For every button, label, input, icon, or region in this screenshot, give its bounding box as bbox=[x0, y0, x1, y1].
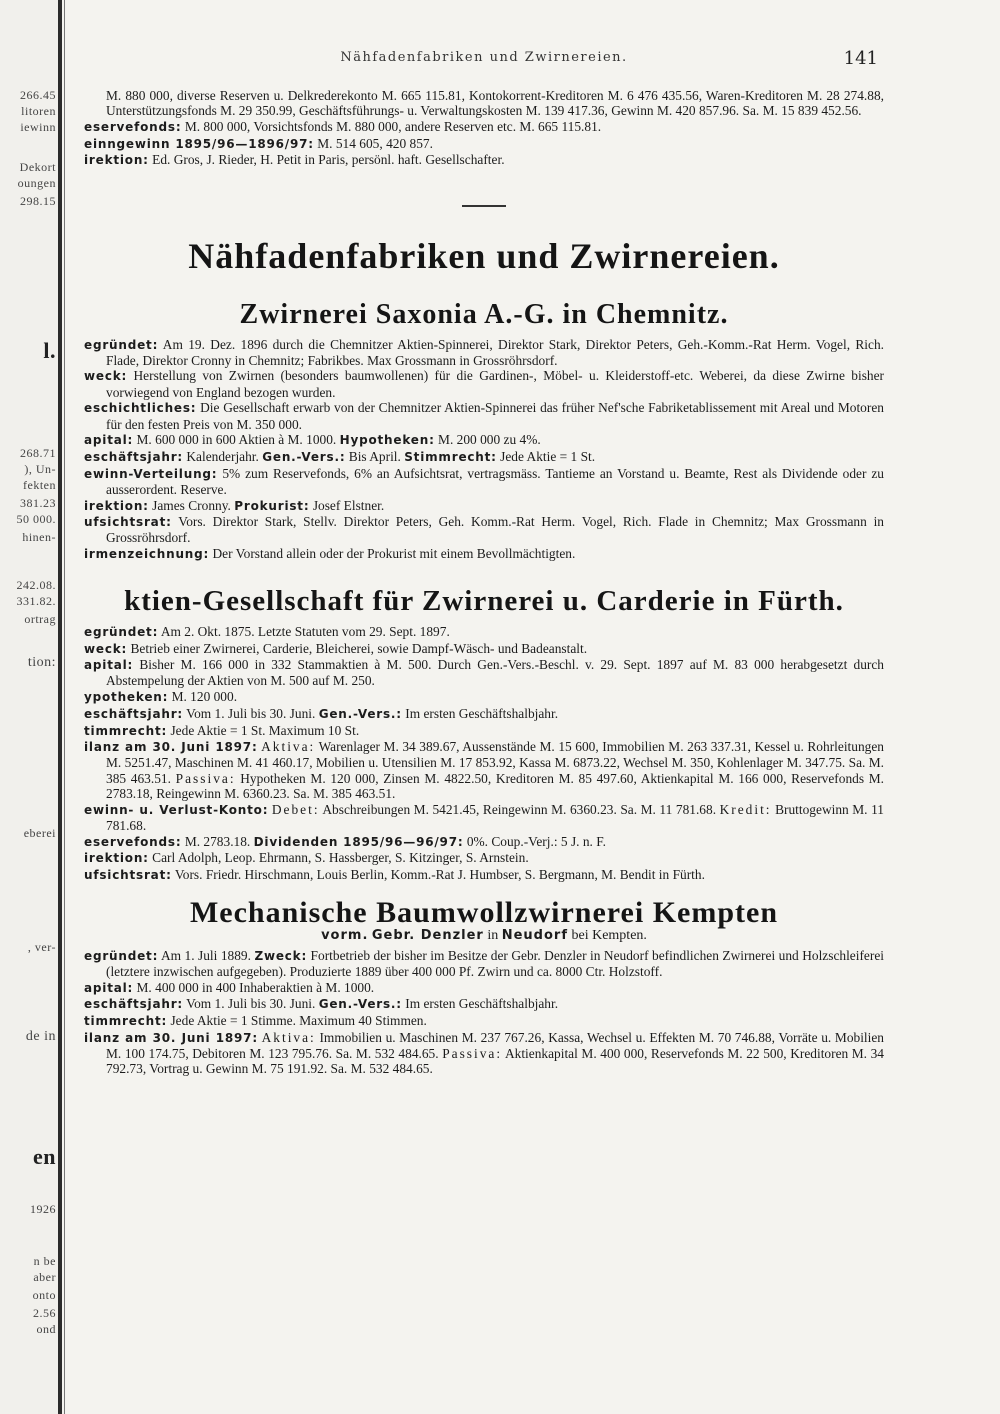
gutter-fragment: litoren bbox=[21, 104, 56, 118]
page-number: 141 bbox=[843, 48, 878, 69]
gutter-fragment: onto bbox=[32, 1288, 56, 1302]
entry-gap bbox=[84, 563, 884, 585]
gutter-fragment: 266.45 bbox=[20, 88, 56, 102]
voting-paragraph: timmrecht: Jede Aktie = 1 St. Maximum 10 St. bbox=[84, 722, 360, 738]
purpose-paragraph: weck: Herstellung von Zwirnen (besonders baumwollenen) für die Gardinen-, Möbel- u. Kleiderstoff-etc. Weberei, da diese Zwirne bisher vorwiegend von England bezogen wurden. bbox=[84, 368, 885, 400]
gutter-fragment: 50 000. bbox=[16, 512, 56, 526]
balance-paragraph: ilanz am 30. Juni 1897: Aktiva: Warenlager M. 34 389.67, Aussenstände M. 15 600, Immobilien M. 263 337.31, Kessel u. Rohrleitungen M. 5251.47, Maschinen M. 41 460.17, Mobilien u. Utensilien M. 17 853.92, Kassa M. 6873.22, Wechsel M. 350, Kohlenlager M. 347.75. Sa. M. 385 463.51. Passiva: Hypotheken M. 120 000, Zinsen M. 4822.50, Kreditoren M. 85 497.60, Aktienkapital M. 166 000, Reservefonds M. 2783.18, Reingewinn M. 6360.23. Sa. M. 385 463.51. bbox=[84, 739, 884, 801]
gutter-fragment: fekten bbox=[23, 478, 56, 492]
running-header bbox=[84, 44, 884, 74]
entry-fuerth bbox=[84, 585, 884, 883]
gutter-fragment: 331.82. bbox=[16, 594, 56, 608]
gutter-fragment: 1926 bbox=[30, 1202, 56, 1216]
gutter-fragment: tion: bbox=[27, 655, 56, 670]
gutter-fragment: aber bbox=[33, 1270, 56, 1284]
running-title: Nähfadenfabriken und Zwirnereien. bbox=[340, 50, 628, 65]
gutter-fragment: ortrag bbox=[24, 612, 56, 626]
entry-kempten bbox=[84, 896, 884, 1077]
voting-paragraph: timmrecht: Jede Aktie = 1 Stimme. Maximum 40 Stimmen. bbox=[84, 1012, 427, 1028]
company-title-fuerth: ktien-Gesellschaft für Zwirnerei u. Carderie in Fürth. bbox=[124, 584, 844, 617]
page-fold-line bbox=[64, 0, 65, 1414]
balance-paragraph: ilanz am 30. Juni 1897: Aktiva: Immobilien u. Maschinen M. 237 767.26, Kassa, Wechsel u. Effekten M. 70 746.88, Vorräte u. Mobilien M. 100 174.75, Debitoren M. 123 795.76. Sa. M. 532 484.65. Passiva: Aktienkapital M. 400 000, Reservefonds M. 22 500, Kreditoren M. 34 792.73, Vortrag u. Gewinn M. 75 191.92. Sa. M. 532 484.65. bbox=[84, 1029, 885, 1077]
capital-paragraph: apital: M. 600 000 in 600 Aktien à M. 1000. Hypotheken: M. 200 000 zu 4%. bbox=[84, 432, 541, 448]
company-title-saxonia: Zwirnerei Saxonia A.-G. in Chemnitz. bbox=[239, 298, 729, 330]
profit-distribution-paragraph: ewinn-Verteilung: 5% zum Reservefonds, 6% an Aufsichtsrat, vertragsmäss. Tantieme an Vorstand u. Beamte, Rest als Dividende oder zu ausserordent. Reserve. bbox=[84, 465, 884, 497]
document-page bbox=[84, 44, 884, 1077]
section-title: Nähfadenfabriken und Zwirnereien. bbox=[188, 235, 780, 276]
gutter-fragment: 381.23 bbox=[20, 496, 56, 510]
gutter-fragment: , ver- bbox=[27, 940, 56, 954]
gutter-fragment: hinen- bbox=[22, 530, 56, 544]
history-paragraph: eschichtliches: Die Gesellschaft erwarb von der Chemnitzer Aktien-Spinnerei das früher Nef'sche Fabriketablissement mit Areal und Motoren für den festen Preis von M. 350 000. bbox=[84, 400, 884, 432]
reserve-paragraph: eservefonds: M. 800 000, Vorsichtsfonds M. 880 000, andere Reserven etc. M. 665 115.81. bbox=[84, 118, 602, 134]
mortgage-paragraph: ypotheken: M. 120 000. bbox=[84, 689, 238, 705]
gutter-fragment: oungen bbox=[17, 176, 56, 190]
reserve-dividend-paragraph: eservefonds: M. 2783.18. Dividenden 1895/96—96/97: 0%. Coup.-Verj.: 5 J. n. F. bbox=[84, 833, 606, 849]
balance-continuation: M. 880 000, diverse Reserven u. Delkrederekonto M. 665 115.81, Kontokorrent-Kreditoren M. 6 476 435.56, Waren-Kreditoren M. 28 274.88, Unterstützungsfonds M. 29 350.99, Geschäftsführungs- u. Verwaltungskosten M. 139 417.36, Gewinn M. 420 857.96. Sa. M. 15 839 452.56. bbox=[106, 88, 884, 119]
profit-paragraph: einngewinn 1895/96—1896/97: M. 514 605, 420 857. bbox=[84, 135, 433, 151]
company-title-kempten: Mechanische Baumwollzwirnerei Kempten bbox=[189, 895, 779, 929]
founded-paragraph: egründet: Am 1. Juli 1889. Zweck: Fortbetrieb der bisher im Besitze der Gebr. Denzler in Neudorf befindlichen Zwirnerei und Holzschleiferei (letztere inzwischen aufgegeben). Produzierte 1889 über 400 000 Pf. Zwirn und ca. 8000 Ctr. Holzstoff. bbox=[84, 947, 884, 979]
previous-entry-tail bbox=[84, 88, 884, 169]
fiscal-year-paragraph: eschäftsjahr: Vom 1. Juli bis 30. Juni. Gen.-Vers.: Im ersten Geschäftshalbjahr. bbox=[84, 996, 559, 1012]
page-fold-shadow bbox=[58, 0, 62, 1414]
gutter-fragment: iewinn bbox=[20, 120, 56, 134]
gutter-fragment: 268.71 bbox=[20, 446, 56, 460]
gutter-fragment: ), Un- bbox=[24, 462, 56, 476]
purpose-paragraph: weck: Betrieb einer Zwirnerei, Carderie, Bleicherei, sowie Dampf-Wäsch- und Badeanstalt. bbox=[84, 640, 588, 656]
section-divider bbox=[462, 205, 506, 207]
profit-loss-paragraph: ewinn- u. Verlust-Konto: Debet: Abschreibungen M. 5421.45, Reingewinn M. 6360.23. Sa. M. 11 781.68. Kredit: Bruttogewinn M. 11 781.68. bbox=[84, 801, 884, 833]
gutter-fragment: 242.08. bbox=[16, 578, 56, 592]
gutter-fragment: en bbox=[33, 1144, 56, 1169]
gutter-fragment: l. bbox=[43, 338, 56, 363]
signature-paragraph: irmenzeichnung: Der Vorstand allein oder der Prokurist mit einem Bevollmächtigten. bbox=[84, 546, 576, 562]
supervisory-board-paragraph: ufsichtsrat: Vors. Friedr. Hirschmann, Louis Berlin, Komm.-Rat J. Humbser, S. Bergmann, M. Bendit in Fürth. bbox=[84, 866, 705, 882]
gutter-fragment: n be bbox=[33, 1254, 56, 1268]
company-subtitle-kempten: vorm. Gebr. Denzler in Neudorf bei Kempten. bbox=[321, 927, 647, 943]
entry-gap bbox=[84, 884, 884, 896]
gutter-fragment: Dekort bbox=[19, 160, 56, 174]
fiscal-year-paragraph: eschäftsjahr: Kalenderjahr. Gen.-Vers.: Bis April. Stimmrecht: Jede Aktie = 1 St. bbox=[84, 448, 596, 464]
gutter-fragment: de in bbox=[25, 1029, 56, 1044]
capital-paragraph: apital: Bisher M. 166 000 in 332 Stammaktien à M. 500. Durch Gen.-Vers.-Beschl. v. 29. Sept. 1897 auf M. 83 000 herabgesetzt durch Abstempelung der Aktien von M. 500 auf M. 250. bbox=[84, 657, 884, 689]
adjacent-page-gutter bbox=[0, 0, 58, 1414]
gutter-fragment: ond bbox=[36, 1322, 56, 1336]
capital-paragraph: apital: M. 400 000 in 400 Inhaberaktien à M. 1000. bbox=[84, 979, 375, 995]
entry-saxonia bbox=[84, 299, 884, 563]
fiscal-year-paragraph: eschäftsjahr: Vom 1. Juli bis 30. Juni. Gen.-Vers.: Im ersten Geschäftshalbjahr. bbox=[84, 705, 559, 721]
founded-paragraph: egründet: Am 2. Okt. 1875. Letzte Statuten vom 29. Sept. 1897. bbox=[84, 623, 450, 639]
gutter-fragment: 298.15 bbox=[20, 194, 56, 208]
supervisory-board-paragraph: ufsichtsrat: Vors. Direktor Stark, Stellv. Direktor Peters, Geh. Komm.-Rat Herm. Vogel, Rich. Flade in Chemnitz; Max Grossmann in Grossröhrsdorf. bbox=[84, 514, 884, 546]
gutter-fragment: eberei bbox=[23, 826, 56, 840]
founded-paragraph: egründet: Am 19. Dez. 1896 durch die Chemnitzer Aktien-Spinnerei, Direktor Stark, Direktor Peters, Geh.-Komm.-Rat Herm. Vogel, Rich. Flade, Direktor Cronny in Chemnitz; Fabrikbes. Max Grossmann in Grossröhrsdorf. bbox=[84, 336, 885, 368]
board-paragraph: irektion: Ed. Gros, J. Rieder, H. Petit in Paris, persönl. haft. Gesellschafter. bbox=[84, 152, 505, 168]
gutter-fragment: 2.56 bbox=[33, 1306, 56, 1320]
management-paragraph: irektion: James Cronny. Prokurist: Josef Elstner. bbox=[84, 497, 385, 513]
management-paragraph: irektion: Carl Adolph, Leop. Ehrmann, S. Hassberger, S. Kitzinger, S. Arnstein. bbox=[84, 850, 529, 866]
